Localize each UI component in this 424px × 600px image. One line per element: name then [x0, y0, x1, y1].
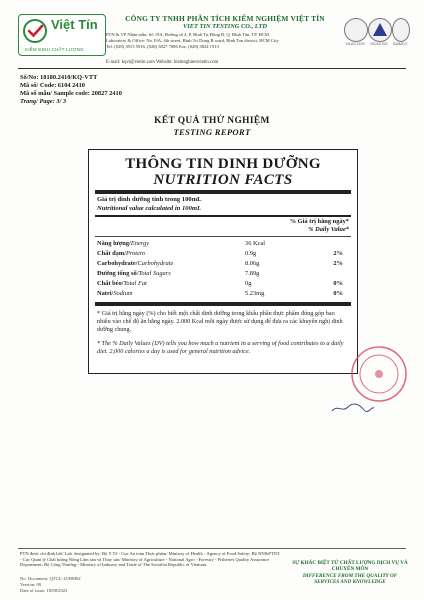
document-version: Version: 09	[20, 582, 42, 587]
nutrient-row	[97, 290, 347, 300]
logo-subtext: KIỂM ĐỊNH CHẤT LƯỢNG	[25, 47, 84, 52]
company-stamp-icon	[350, 345, 408, 403]
slogan-en: DIFFERENCE FROM THE QUALITY OF SERVICES AND KNOWLEDGE	[302, 572, 398, 586]
nutrition-facts-panel	[88, 149, 358, 374]
nutrient-name: Chất béo/Total Fat	[97, 280, 147, 287]
giamco-seal-label: GIAMCO	[392, 42, 408, 46]
page-number: Trang/ Page: 3/ 3	[20, 98, 67, 105]
vicas-seal-label: VICAS 021	[370, 42, 388, 46]
nutrient-amount: 5.23mg	[245, 290, 265, 297]
address-line-1: PTN & VP Nhận mẫu: Số 19A, Đường số 4, P. Bình Trị Đông B, Q. Bình Tân, TP. HCM	[106, 32, 270, 37]
basis-en: Nutritional value calculated in 100mL	[97, 205, 202, 212]
slogan	[290, 560, 410, 586]
nutrient-name: Chất đạm/Protein	[97, 250, 145, 257]
signature-icon	[330, 402, 376, 414]
checkmark-icon	[22, 18, 48, 44]
nutrient-row	[97, 280, 347, 290]
company-name-vi: CÔNG TY TNHH PHÂN TÍCH KIỂM NGHIỆM VIỆT TÍN	[125, 14, 325, 23]
code: Mã số/ Code: 6104 2410	[20, 82, 85, 89]
daily-value-header-vi: % Giá trị hằng ngày*	[289, 218, 349, 225]
nutrition-title-vi: THÔNG TIN DINH DƯỠNG	[125, 156, 321, 172]
company-logo	[18, 14, 106, 56]
report-title-vi: KẾT QUẢ THỬ NGHIỆM	[154, 116, 270, 126]
slogan-vi: SỰ KHÁC BIỆT TỪ CHẤT LƯỢNG DỊCH VỤ VÀ CHUYÊN MÔN	[292, 560, 408, 573]
nutrient-amount: 36 Kcal	[245, 240, 266, 247]
vicas-seal-icon	[368, 18, 392, 42]
company-name-en: VIET TIN TESTING CO., LTD	[182, 23, 268, 30]
nutrient-row	[97, 260, 347, 270]
daily-value-header-en: % Daily Value*	[308, 226, 349, 233]
header-divider	[18, 68, 406, 69]
nutrition-title-en: NUTRITION FACTS	[153, 172, 293, 188]
sample-code: Mã số mẫu/ Sample code: 20827 2410	[20, 90, 122, 97]
document-number: No. Document: QTCL-15/BM02	[20, 576, 81, 581]
thick-divider-bottom	[95, 302, 351, 306]
nutrient-row	[97, 250, 347, 260]
footer-divider	[18, 548, 406, 549]
nutrient-row	[97, 240, 347, 250]
report-number: Số/No: 18180.2410/KQ-VTT	[20, 74, 98, 81]
thick-divider	[95, 190, 351, 194]
nutrient-name: Năng lượng/Energy	[97, 240, 150, 247]
footnote-en: * The % Daily Values (DV) tells you how much a nutrient in a serving of food contributes to a daily diet. 2,000 calories a day is used for general nutrition advice.	[97, 340, 344, 355]
nutrient-dv: 0%	[333, 280, 343, 287]
nutrient-amount: 8.06g	[245, 260, 260, 267]
nutrient-dv: 2%	[333, 260, 343, 267]
nutrient-name: Carbohydrate/Carbohydrate	[97, 260, 174, 267]
report-title-en: TESTING REPORT	[173, 127, 251, 137]
nutrient-row	[97, 270, 347, 280]
phone-line: Tel: (028) 3915 5916, (028) 3827 7086 Fax: (028) 3824 1913	[106, 44, 219, 49]
medium-divider	[95, 215, 351, 217]
nutrient-name: Đường tổng số/Total Sugars	[97, 270, 171, 277]
nutrient-name: Natri/Sodium	[97, 290, 133, 297]
address-line-2: Laboratory & Office: No.19A, 4th street, Binh Tri Dong B ward, Binh Tan district, HCM City	[106, 38, 279, 43]
email-website-line: E-mail: kqvt@vietin.com Website: kiemnghiemvietin.com	[106, 60, 219, 65]
nutrient-dv: 2%	[333, 250, 343, 257]
nutrient-amount: 0g	[245, 280, 252, 287]
footnote-vi: * Giá trị hằng ngày (%) cho biết một chất dinh dưỡng trong khẩu phần thực phẩm đóng góp bao nhiêu vào chế độ ăn hằng ngày. 2.000 Kcal mỗi ngày được sử dụng để đưa ra các khuyến nghị dinh dưỡng chung.	[97, 310, 343, 333]
nutrient-dv: 0%	[333, 290, 343, 297]
issue-date: Date of issue: 18/08/2023	[20, 588, 68, 593]
lab-recognition: PTN được chỉ định bởi/ Lab. designated by: Bộ Y Tế - Cục An toàn Thực phẩm/ Ministry of Health - Agency of Food Safety; Bộ NN&PTNT - Cục Quản lý Chất lượng Nông Lâm sản và Thủy sản/ Ministry of Agriculture - National Agro - Forestry - Fisheries Quality Assurance Department; Bộ Công Thương - Ministry of Industry and Trade of The Socialist Republic of Vietnam.	[20, 551, 280, 568]
logo-text: Việt Tín	[51, 17, 98, 32]
nutrient-amount: 0.9g	[245, 250, 257, 257]
vilas-seal-icon	[344, 18, 368, 42]
basis-vi: Giá trị dinh dưỡng tính trong 100mL	[97, 196, 202, 203]
giamco-seal-icon	[392, 18, 410, 42]
nutrient-amount: 7.89g	[245, 270, 260, 277]
vilas-seal-label: VILAS 1103	[345, 42, 365, 46]
thin-divider	[95, 236, 351, 237]
